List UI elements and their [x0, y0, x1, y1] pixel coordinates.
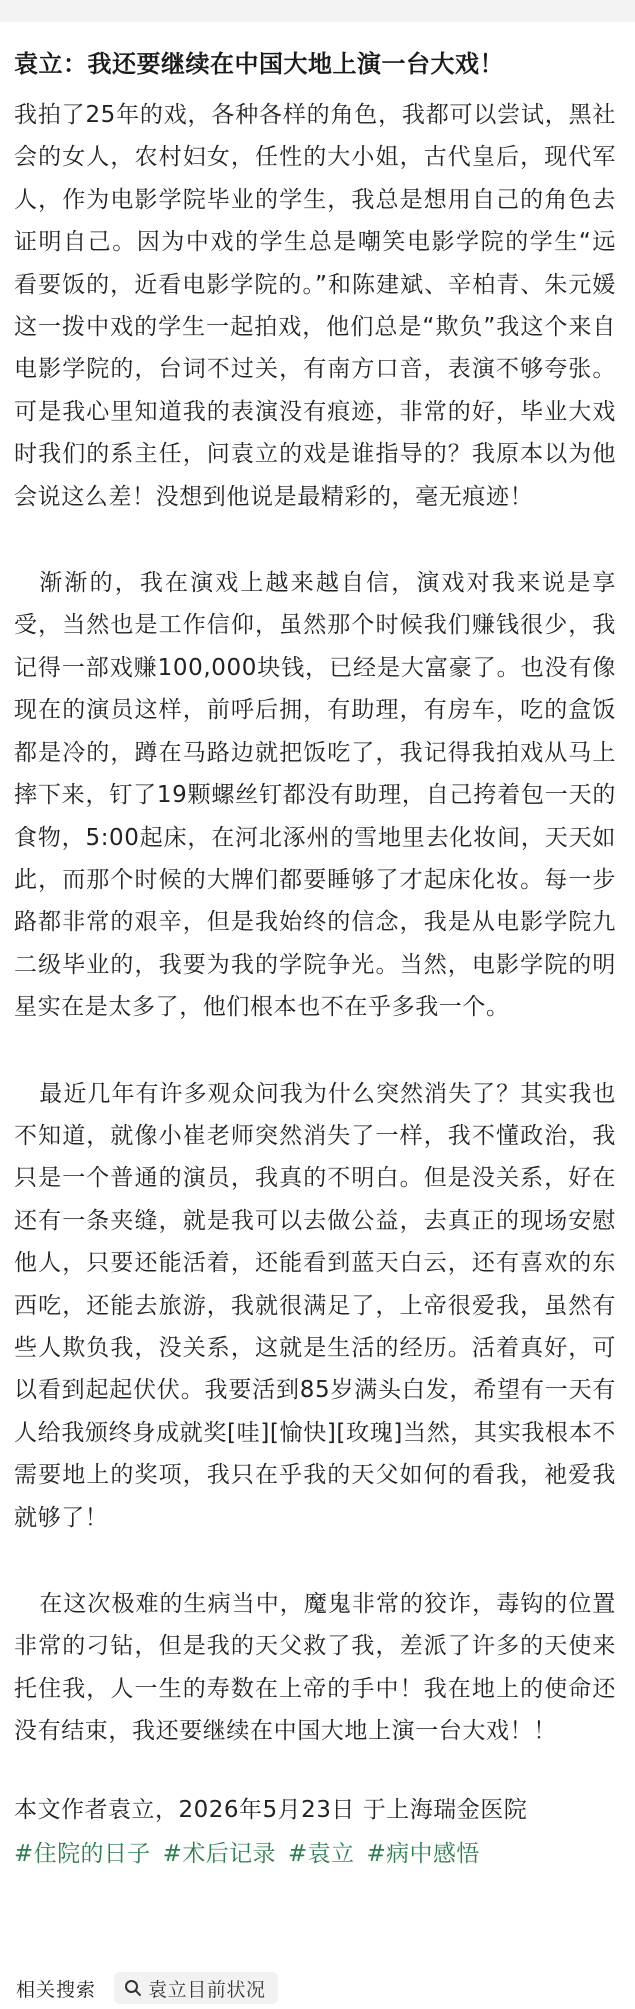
top-bar — [0, 0, 635, 22]
related-search-chip[interactable] — [114, 1972, 278, 2004]
paragraph-gap — [14, 1539, 616, 1583]
paragraph-4: 在这次极难的生病当中，魔鬼非常的狡诈，毒钩的位置非常的刁钻，但是我的天父救了我，差派了许多的天使来托住我，人一生的寿数在上帝的手中！我在地上的使命还没有结束，我还要继续在中国大地上演一台大戏！！ — [14, 1591, 616, 1745]
paragraph-gap — [14, 1029, 616, 1073]
article — [14, 44, 616, 1875]
hashtag-link[interactable]: #袁立 — [287, 1840, 355, 1867]
paragraph-gap — [14, 518, 616, 562]
hashtag-list — [14, 1833, 616, 1875]
related-search-bar — [0, 1967, 635, 2009]
hashtag-link[interactable]: #病中感悟 — [366, 1840, 480, 1867]
paragraph-3: 最近几年有许多观众问我为什么突然消失了？其实我也不知道，就像小崔老师突然消失了一样，我不懂政治，我只是一个普通的演员，我真的不明白。但是没关系，好在还有一条夹缝，就是我可以去做公益，去真正的现场安慰他人，只要还能活着，还能看到蓝天白云，还有喜欢的东西吃，还能去旅游，我就很满足了，上帝很爱我，虽然有些人欺负我，没关系，这就是生活的经历。活着真好，可以看到起起伏伏。我要活到85岁满头白发，希望有一天有人给我颁终身成就奖[哇][愉快][玫瑰]当然，其实我根本不需要地上的奖项，我只在乎我的天父如何的看我，祂爱我就够了！ — [14, 1080, 616, 1531]
search-icon — [124, 1979, 142, 1997]
hashtag-link[interactable]: #住院的日子 — [14, 1840, 151, 1867]
author-line: 本文作者袁立，2026年5月23日 于上海瑞金医院 — [14, 1796, 528, 1823]
related-search-label: 相关搜索 — [16, 1978, 97, 2001]
hashtag-link[interactable]: #术后记录 — [162, 1840, 276, 1867]
paragraph-gap — [14, 1753, 616, 1789]
paragraph-2: 渐渐的，我在演戏上越来越自信，演戏对我来说是享受，当然也是工作信仰，虽然那个时候我们赚钱很少，我记得一部戏赚100,000块钱，已经是大富豪了。也没有像现在的演员这样，前呼后拥，有助理，有房车，吃的盒饭都是冷的，蹲在马路边就把饭吃了，我记得我拍戏从马上摔下来，钉了19颗螺丝钉都没有助理，自己挎着包一天的食物，5:00起床，在河北涿州的雪地里去化妆间，天天如此，而那个时候的大牌们都要睡够了才起床化妆。每一步路都非常的艰辛，但是我始终的信念，我是从电影学院九二级毕业的，我要为我的学院争光。当然，电影学院的明星实在是太多了，他们根本也不在乎多我一个。 — [14, 570, 616, 1021]
article-title: 袁立：我还要继续在中国大地上演一台大戏！ — [14, 50, 504, 78]
paragraph-1: 我拍了25年的戏，各种各样的角色，我都可以尝试，黑社会的女人，农村妇女，任性的大小姐，古代皇后，现代军人，作为电影学院毕业的学生，我总是想用自己的角色去证明自己。因为中戏的学生总是嘲笑电影学院的学生“远看要饭的，近看电影学院的。”和陈建斌、辛柏青、朱元媛这一拨中戏的学生一起拍戏，他们总是“欺负”我这个来自电影学院的，台词不过关，有南方口音，表演不够夸张。可是我心里知道我的表演没有痕迹，非常的好，毕业大戏时我们的系主任，问袁立的戏是谁指导的？我原本以为他会说这么差！没想到他说是最精彩的，毫无痕迹！ — [14, 102, 616, 510]
related-search-text: 袁立目前状况 — [148, 1978, 266, 2001]
